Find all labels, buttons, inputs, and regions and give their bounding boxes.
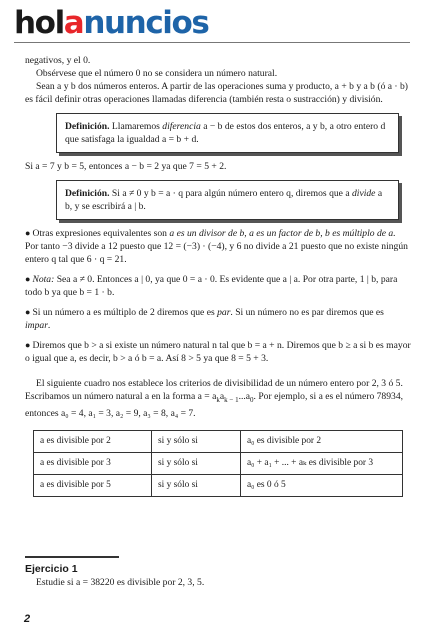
definition-text-pre: Llamaremos xyxy=(109,121,163,132)
paragraph-observese: Obsérvese que el número 0 no se considera un número natural. xyxy=(36,68,278,79)
definition-text-post: a − b de estos dos enteros, a y b, a otro entero d que satisfaga la igualdad a = b + d. xyxy=(65,121,386,145)
definition-difference-box xyxy=(56,113,399,153)
logo-part-a: a xyxy=(63,5,84,41)
bullet-par-impar xyxy=(25,306,411,332)
bullet-icon: ● xyxy=(25,228,31,238)
definition-label: Definición. xyxy=(65,121,110,132)
page-number: 2 xyxy=(24,613,31,625)
subscript: k − 1 xyxy=(224,395,239,404)
subscript: k xyxy=(216,395,220,404)
definition-text-post: a b, y se escribirá a | b. xyxy=(65,188,383,212)
bullet-icon: ● xyxy=(25,274,31,284)
header-divider xyxy=(14,42,410,43)
table-cell: si y sólo si xyxy=(152,474,241,496)
paragraph-operaciones: Sean a y b dos números enteros. A partir de las operaciones suma y producto, a + b y a b (ó a · b) es fácil definir otras operaciones llamadas diferencia (también resta o sustracción) y división. xyxy=(25,81,409,105)
table-row xyxy=(34,430,403,452)
holanuncios-logo[interactable] xyxy=(14,6,209,40)
table-cell: a₀ es divisible por 2 xyxy=(241,430,403,452)
table-row xyxy=(34,474,403,496)
exercise-statement: Estudie si a = 38220 es divisible por 2, 3, 5. xyxy=(36,577,205,588)
table-cell: a es divisible por 5 xyxy=(34,474,152,496)
bullet-text-post: Por tanto −3 divide a 12 puesto que 12 = (−3) · (−4), y 6 no divide a 21 puesto que no existe ningún entero q tal que 6 · q = 21. xyxy=(25,241,408,265)
nota-label: Nota: xyxy=(32,274,55,285)
table-cell: si y sólo si xyxy=(152,430,241,452)
term-par: par xyxy=(217,307,231,318)
example-subtraction: Si a = 7 y b = 5, entonces a − b = 2 ya que 7 = 5 + 2. xyxy=(25,161,227,172)
criterios-text-mid1: a xyxy=(219,391,225,402)
bullet-equivalent-expressions xyxy=(25,227,411,266)
definition-divide-box xyxy=(56,180,399,220)
logo-part-hol: hol xyxy=(14,5,64,41)
bullet-order-text: Diremos que b > a si existe un número natural n tal que b = a + n. Diremos que b ≥ a si b es mayor o igual que a, es decir, b > a ó b = a. Así 8 > 5 ya que 8 = 5 + 3. xyxy=(25,340,411,364)
table-row xyxy=(34,452,403,474)
logo-part-nuncios: nuncios xyxy=(83,5,209,41)
paragraph-negativos: negativos, y el 0. xyxy=(25,55,91,66)
table-cell: a₀ + a₁ + ... + aₖ es divisible por 3 xyxy=(241,452,403,474)
table-cell: a₀ es 0 ó 5 xyxy=(241,474,403,496)
criterios-text-mid2: ...a xyxy=(238,391,251,402)
definition-term-divide: divide xyxy=(351,188,376,199)
bullet-icon: ● xyxy=(25,340,31,350)
criterios-text-pre: El siguiente cuadro nos establece los criterios de divisibilidad de un número entero por 2, 3 ó 5. Escribamos un número natural a en la forma a = a xyxy=(25,378,403,402)
bullet-text-end: . xyxy=(47,320,51,331)
bullet-text-pre: Si un número a es múltiplo de 2 diremos que es xyxy=(32,307,218,318)
page-header xyxy=(14,6,424,46)
definition-text-pre: Si a ≠ 0 y b = a · q para algún número entero q, diremos que a xyxy=(109,188,352,199)
bullet-icon: ● xyxy=(25,307,31,317)
bullet-nota xyxy=(25,273,411,299)
definition-label: Definición. xyxy=(65,188,110,199)
divisibility-criteria-table xyxy=(33,430,403,497)
bullet-text-pre: Otras expresiones equivalentes son xyxy=(32,228,170,239)
exercise-divider xyxy=(25,556,119,558)
definition-term-diferencia: diferencia xyxy=(162,121,201,132)
bullet-order xyxy=(25,339,411,365)
bullet-text-mid: . Si un número no es par diremos que es xyxy=(230,307,384,318)
table-cell: si y sólo si xyxy=(152,452,241,474)
document-body xyxy=(25,54,411,497)
subscript: 0 xyxy=(250,395,254,404)
term-impar: impar xyxy=(25,320,48,331)
paragraph-criterios xyxy=(25,377,411,420)
nota-text: Sea a ≠ 0. Entonces a | 0, ya que 0 = a · 0. Es evidente que a | a. Por otra parte, 1 | b, para todo b ya que b = 1 · b. xyxy=(25,274,398,298)
criterios-text-post: . Por ejemplo, si a es el número 78934, entonces a₀ = 4, a₁ = 3, a₂ = 9, a₃ = 8, a₄ = 7. xyxy=(25,391,404,419)
table-cell: a es divisible por 3 xyxy=(34,452,152,474)
bullet-text-italic: a es un divisor de b, a es un factor de b, b es múltiplo de a. xyxy=(169,228,396,239)
table-cell: a es divisible por 2 xyxy=(34,430,152,452)
exercise-title: Ejercicio 1 xyxy=(25,563,78,575)
